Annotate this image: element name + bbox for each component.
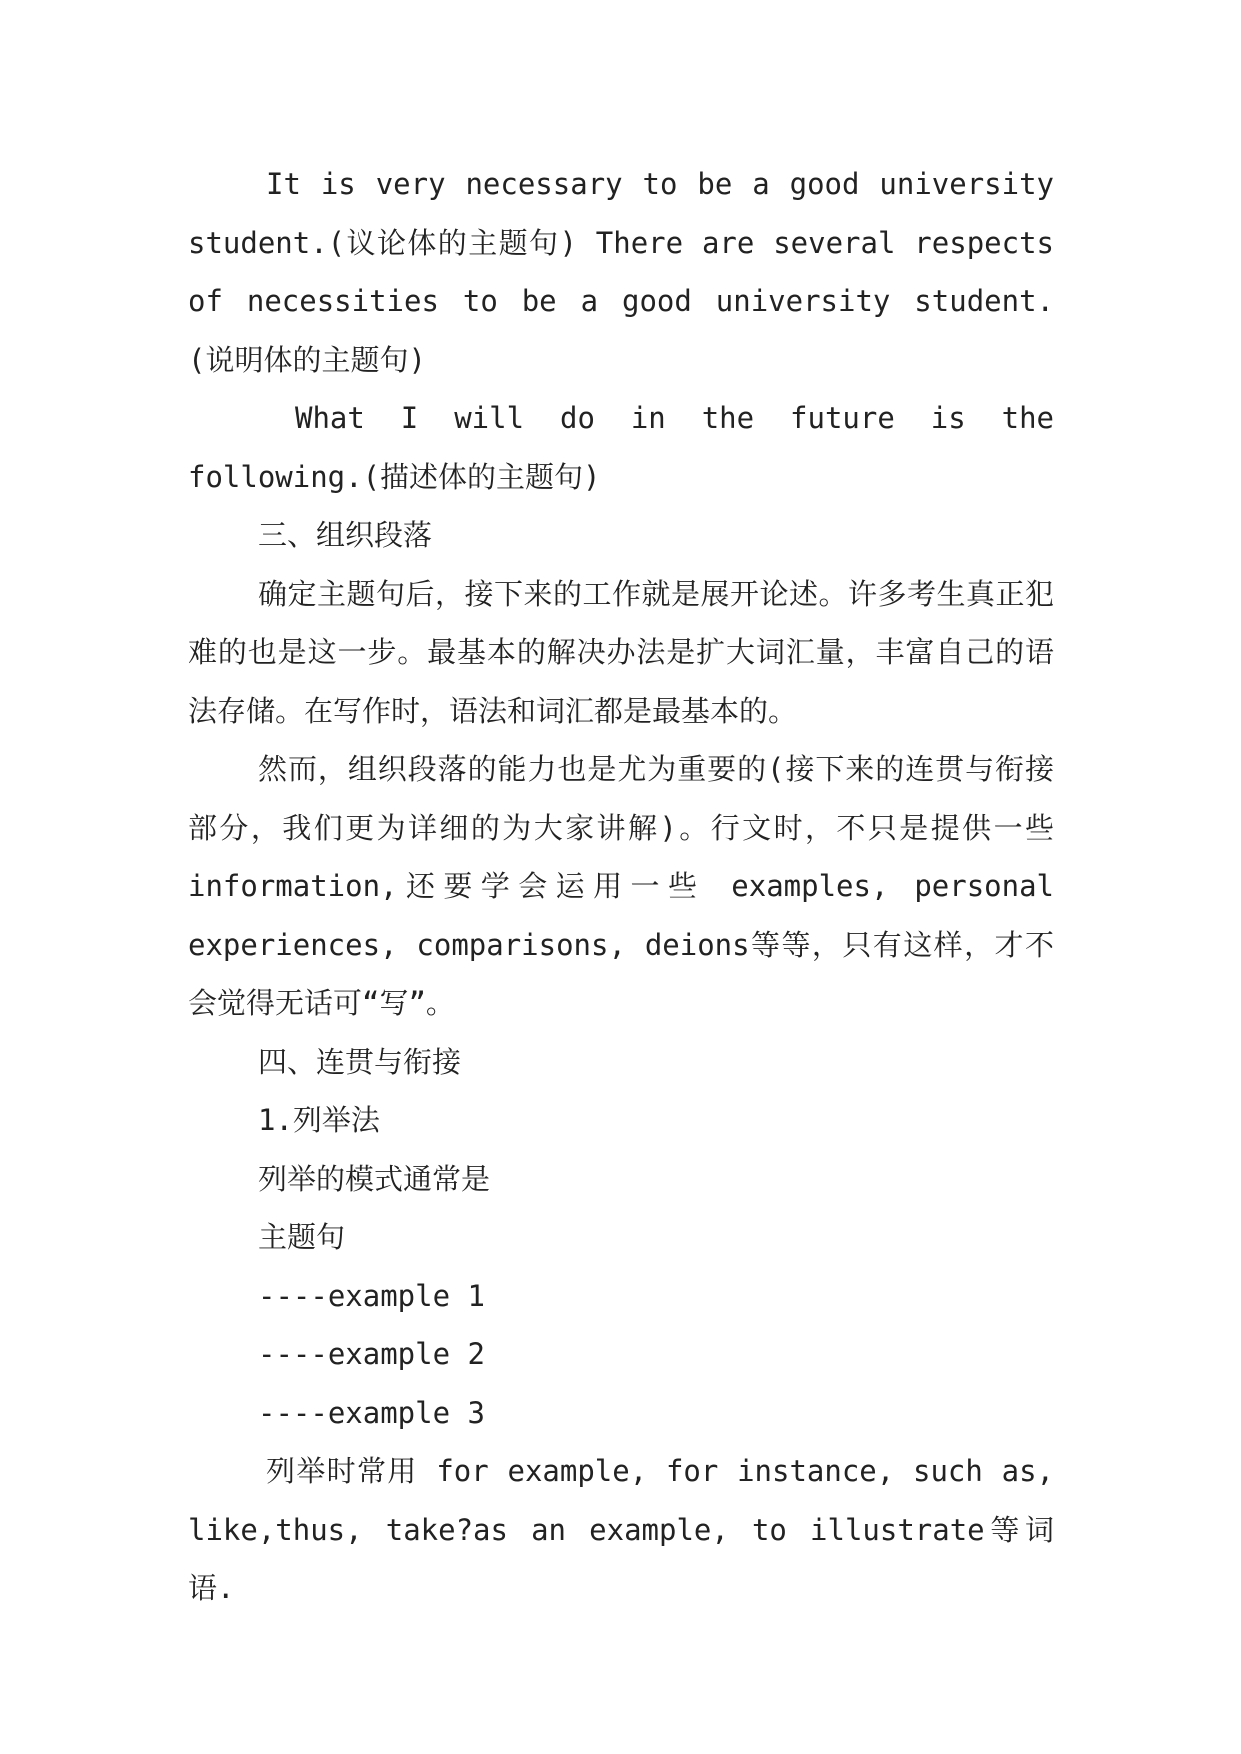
paragraph-descriptive-topic: What I will do in the future is the following.(描述体的主题句) — [188, 401, 1054, 494]
subheading-listing-method: 1.列举法 — [258, 1103, 380, 1137]
paragraph-develop-argument: 确定主题句后，接下来的工作就是展开论述。许多考生真正犯难的也是这一步。最基本的解决办法是扩大词汇量，丰富自己的语法存储。在写作时，语法和词汇都是最基本的。 — [188, 576, 1054, 728]
section-heading-coherence: 四、连贯与衔接 — [258, 1044, 462, 1079]
list-item-example-1: ----example 1 — [258, 1278, 485, 1313]
paragraph-listing-phrases: 列举时常用 for example, for instance, such as, like,thus, take?as an example, to illustrate等词语. — [188, 1454, 1054, 1605]
document-page — [188, 155, 1054, 1618]
paragraph-organize-ability: 然而，组织段落的能力也是尤为重要的(接下来的连贯与衔接部分，我们更为详细的为大家讲解)。行文时，不只是提供一些 information,还要学会运用一些 examples, personal experiences, comparisons, deions等等，只有这样，才不会觉得无话可“写”。 — [188, 752, 1054, 1020]
paragraph-listing-pattern: 列举的模式通常是 — [258, 1161, 491, 1196]
list-item-example-2: ----example 2 — [258, 1337, 485, 1371]
list-item-example-3: ----example 3 — [258, 1395, 485, 1430]
section-heading-organize-paragraphs: 三、组织段落 — [258, 518, 433, 552]
paragraph-topic-sentences: It is very necessary to be a good university student.(议论体的主题句) There are several respects of necessities to be a good university student.(说明体的主题句) — [188, 167, 1054, 377]
list-item-topic-sentence: 主题句 — [258, 1220, 346, 1254]
